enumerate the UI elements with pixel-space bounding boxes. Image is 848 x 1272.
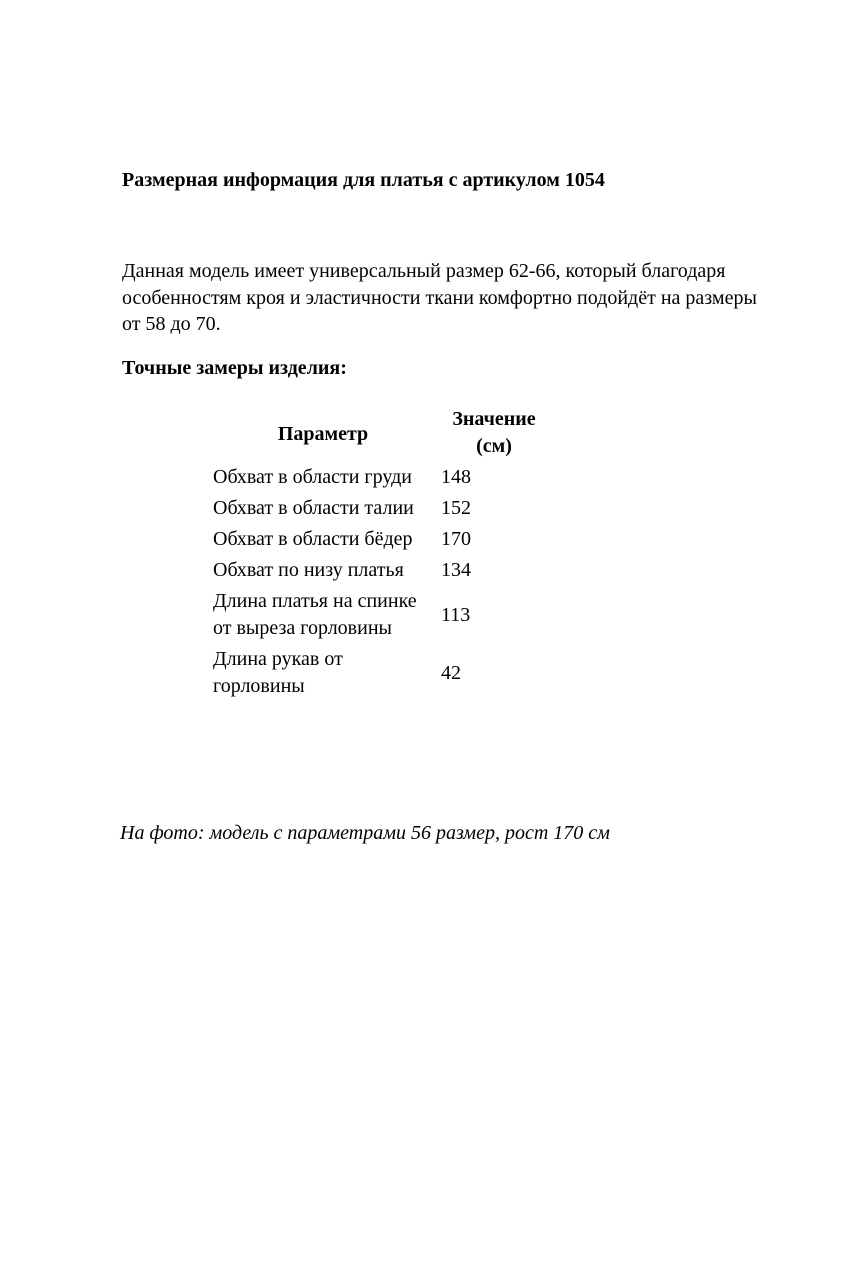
header-param: Параметр [277,422,369,445]
row-param: Длина рукав от горловины [213,648,343,697]
row-param: Обхват в области груди [213,466,412,488]
table-row [211,586,551,644]
row-param: Обхват в области талии [213,497,414,519]
row-value: 42 [441,661,461,684]
row-param: Обхват по низу платья [213,559,404,581]
section-title: Точные замеры изделия: [122,357,347,379]
row-value: 152 [441,497,471,519]
row-value: 148 [441,466,471,488]
intro-paragraph: Данная модель имеет универсальный размер 62-66, который благодаря особенностям кроя и эластичности ткани комфортно подойдёт на размеры от 58 до 70. [122,260,757,335]
table-row [211,462,551,493]
table-header-row [211,404,551,462]
row-value: 113 [441,603,471,626]
table-row [211,555,551,586]
page-title: Размерная информация для платья с артикулом 1054 [122,169,605,191]
measurements-table [211,404,551,702]
row-value: 134 [441,559,471,581]
table-row [211,493,551,524]
photo-note: На фото: модель с параметрами 56 размер, рост 170 см [120,822,610,844]
table-row [211,524,551,555]
row-param: Обхват в области бёдер [213,528,413,550]
table-row [211,644,551,702]
header-value: Значение (см) [452,408,536,457]
row-value: 170 [441,528,471,550]
row-param: Длина платья на спинке от выреза горловины [213,590,417,639]
